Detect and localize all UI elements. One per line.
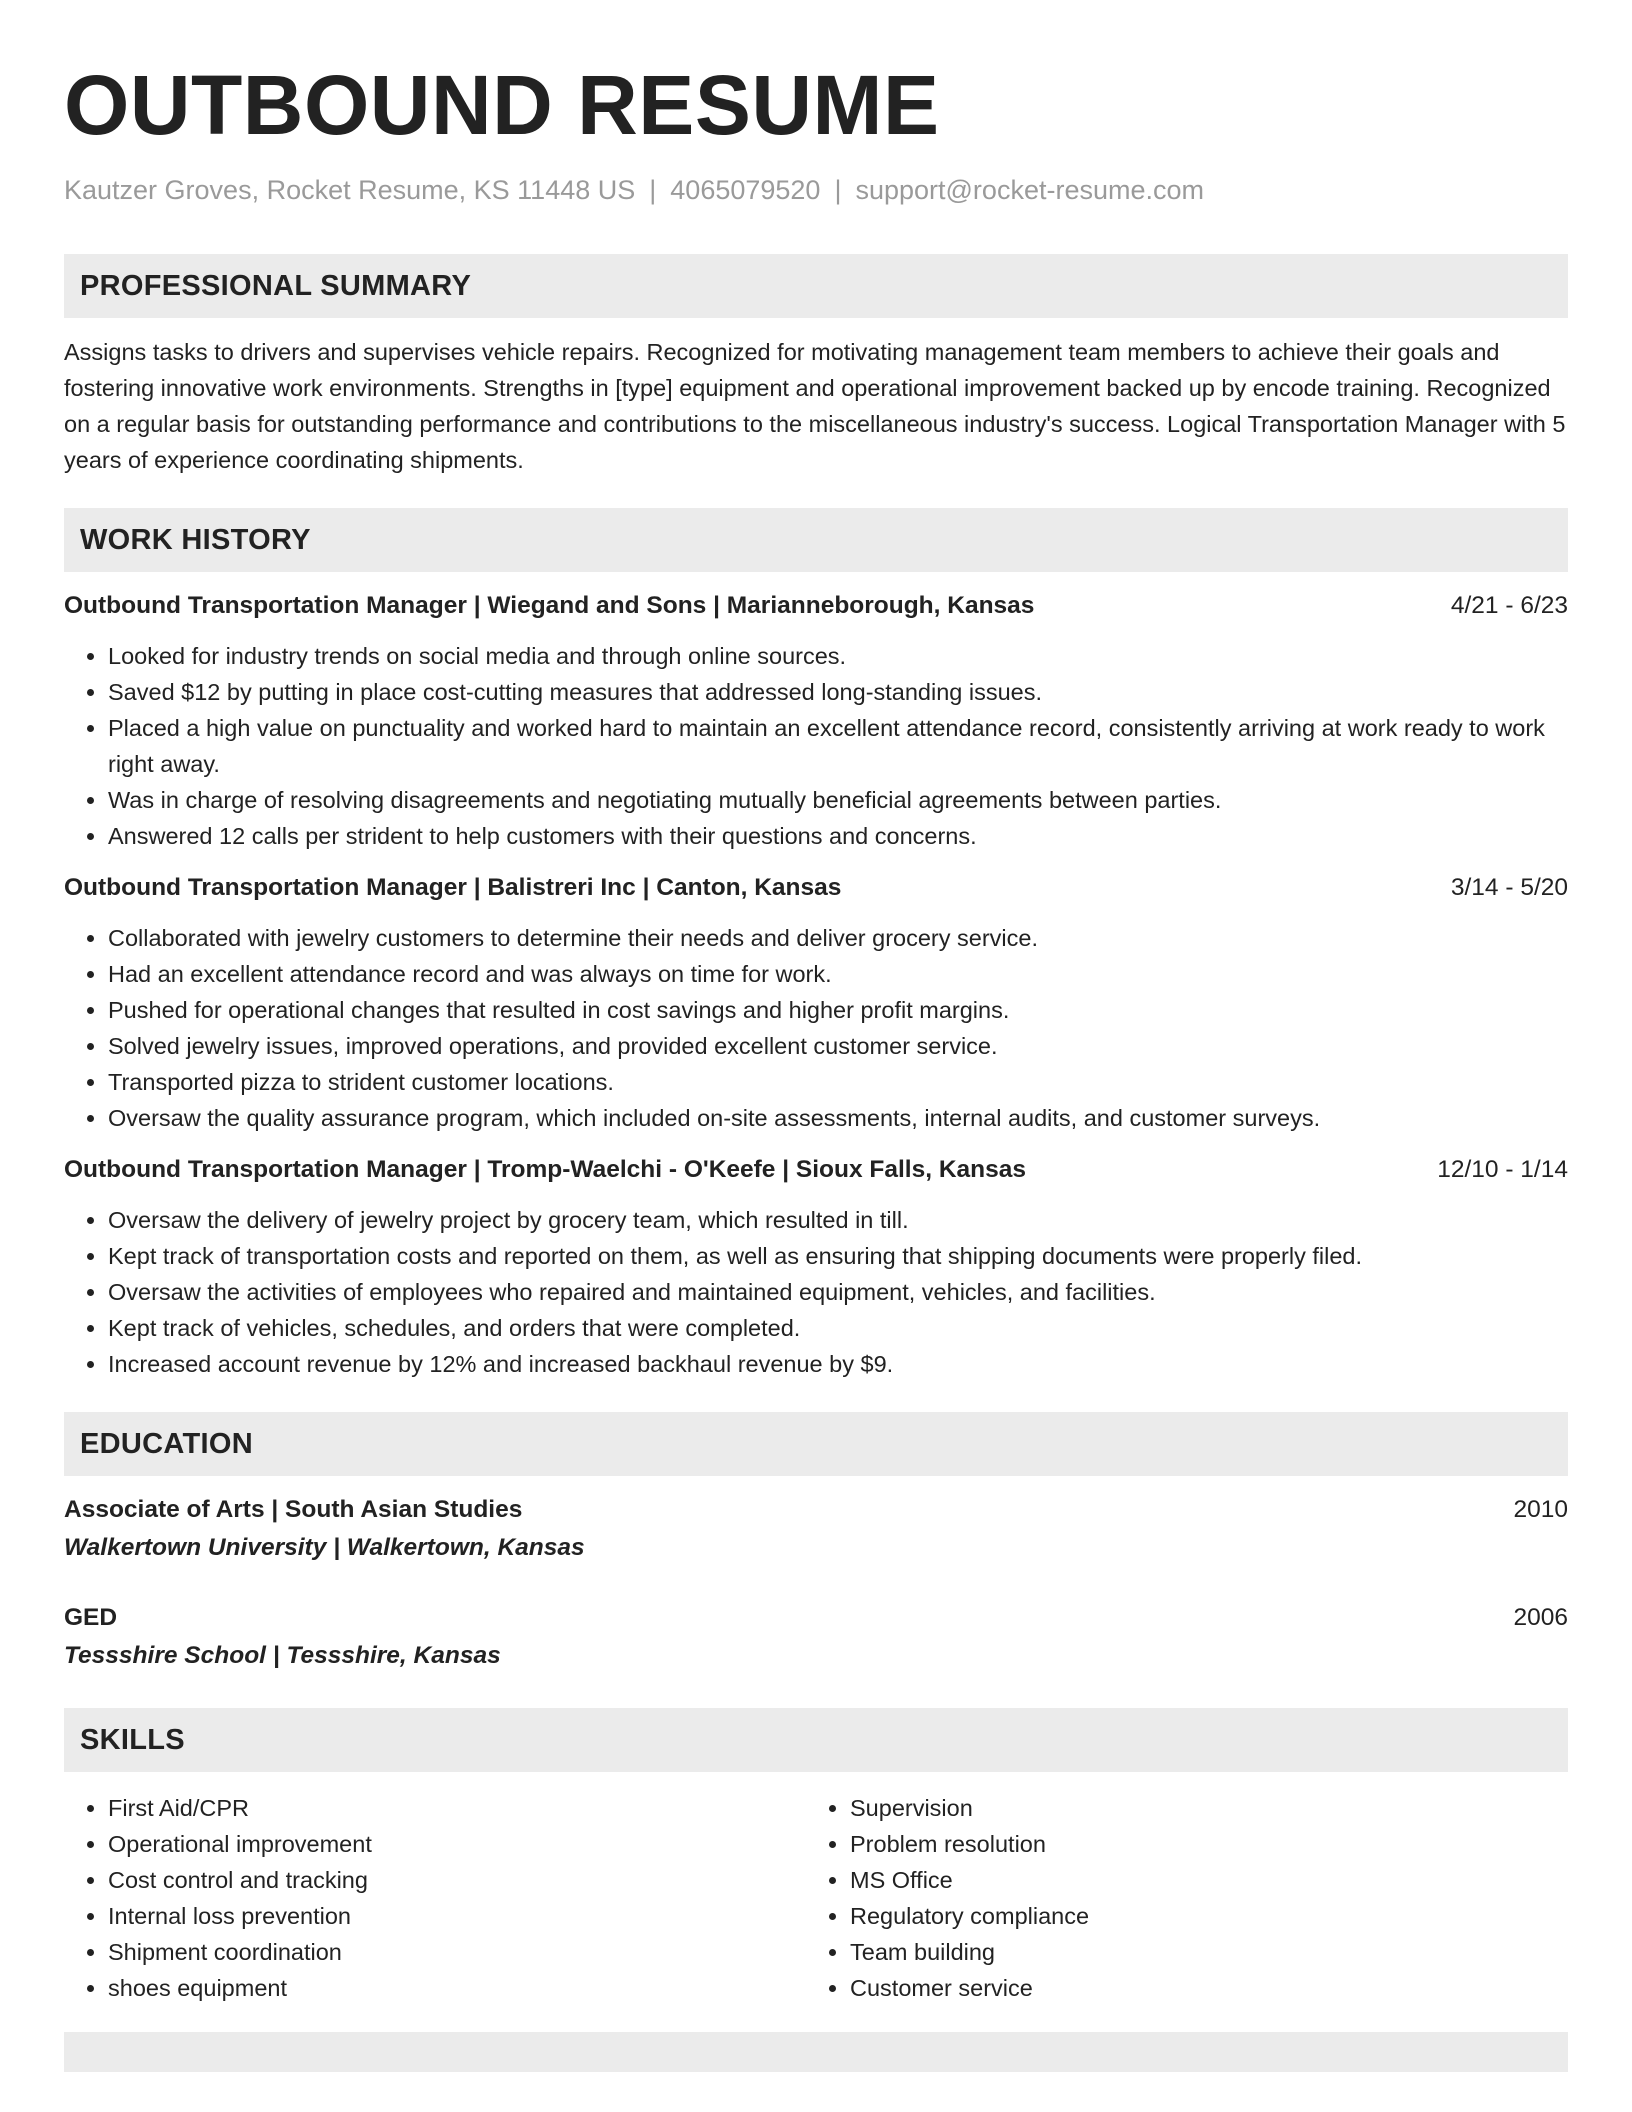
job-bullet: • Answered 12 calls per strident to help customers with their questions and concerns. bbox=[108, 818, 1568, 854]
job-bullet: • Had an excellent attendance record and was always on time for work. bbox=[108, 956, 1568, 992]
skills-grid bbox=[64, 1790, 1568, 2006]
job-bullet: • Collaborated with jewelry customers to determine their needs and deliver grocery service. bbox=[108, 920, 1568, 956]
job-header bbox=[64, 588, 1568, 624]
skills-column-left bbox=[64, 1790, 806, 2006]
section-header-skills: SKILLS bbox=[64, 1708, 1568, 1772]
education-school: Tessshire School | Tessshire, Kansas bbox=[64, 1642, 501, 1669]
skill-item: • Team building bbox=[850, 1934, 1548, 1970]
education-header bbox=[64, 1600, 1568, 1636]
job-bullet: • Transported pizza to strident customer locations. bbox=[108, 1064, 1568, 1100]
job-bullet: • Was in charge of resolving disagreements and negotiating mutually beneficial agreements between parties. bbox=[108, 782, 1568, 818]
job-title: Outbound Transportation Manager | Wiegand and Sons | Marianneborough, Kansas bbox=[64, 592, 1035, 619]
education-entry bbox=[64, 1492, 1568, 1566]
contact-address: Kautzer Groves, Rocket Resume, KS 11448 US bbox=[64, 175, 636, 205]
job-title: Outbound Transportation Manager | Tromp-Waelchi - O'Keefe | Sioux Falls, Kansas bbox=[64, 1156, 1027, 1183]
job-bullets bbox=[64, 638, 1568, 854]
skill-item: • Shipment coordination bbox=[108, 1934, 806, 1970]
education-school: Walkertown University | Walkertown, Kansas bbox=[64, 1534, 585, 1561]
summary-text: Assigns tasks to drivers and supervises vehicle repairs. Recognized for motivating management team members to achieve their goals and fostering innovative work environments. Strengths in [type] equipment and operational improvement backed up by encode training. Recognized on a regular basis for outstanding performance and contributions to the miscellaneous industry's success. Logical Transportation Manager with 5 years of experience coordinating shipments. bbox=[64, 339, 1566, 473]
contact-separator: | bbox=[834, 175, 842, 205]
job-bullet: • Increased account revenue by 12% and increased backhaul revenue by $9. bbox=[108, 1346, 1568, 1382]
job-bullet: • Saved $12 by putting in place cost-cutting measures that addressed long-standing issues. bbox=[108, 674, 1568, 710]
skill-item: • Internal loss prevention bbox=[108, 1898, 806, 1934]
skill-item: • MS Office bbox=[850, 1862, 1548, 1898]
skill-item: • First Aid/CPR bbox=[108, 1790, 806, 1826]
job-bullet: • Oversaw the delivery of jewelry project by grocery team, which resulted in till. bbox=[108, 1202, 1568, 1238]
job-dates: 12/10 - 1/14 bbox=[1437, 1156, 1568, 1183]
skill-item: • Supervision bbox=[850, 1790, 1548, 1826]
job-dates: 3/14 - 5/20 bbox=[1450, 874, 1568, 901]
job-bullet: • Oversaw the activities of employees who repaired and maintained equipment, vehicles, and facilities. bbox=[108, 1274, 1568, 1310]
skill-item: • shoes equipment bbox=[108, 1970, 806, 2006]
job-header bbox=[64, 1152, 1568, 1188]
job-entry bbox=[64, 1152, 1568, 1382]
education-year: 2006 bbox=[1513, 1604, 1568, 1631]
skill-item: • Regulatory compliance bbox=[850, 1898, 1548, 1934]
resume-title: OUTBOUND RESUME bbox=[64, 58, 940, 152]
skill-item: • Cost control and tracking bbox=[108, 1862, 806, 1898]
job-bullet: • Pushed for operational changes that resulted in cost savings and higher profit margins. bbox=[108, 992, 1568, 1028]
contact-separator: | bbox=[649, 175, 657, 205]
education-year: 2010 bbox=[1513, 1496, 1568, 1523]
skills-column-right bbox=[806, 1790, 1548, 2006]
section-header-summary: PROFESSIONAL SUMMARY bbox=[64, 254, 1568, 318]
education-entry bbox=[64, 1600, 1568, 1674]
job-header bbox=[64, 870, 1568, 906]
job-bullet: • Placed a high value on punctuality and worked hard to maintain an excellent attendance record, consistently arriving at work ready to work right away. bbox=[108, 710, 1568, 782]
contact-phone: 4065079520 bbox=[670, 175, 821, 205]
section-header-next-cutoff bbox=[64, 2032, 1568, 2072]
contact-line bbox=[64, 174, 1568, 206]
section-header-work-history: WORK HISTORY bbox=[64, 508, 1568, 572]
job-bullet: • Solved jewelry issues, improved operations, and provided excellent customer service. bbox=[108, 1028, 1568, 1064]
education-degree: GED bbox=[64, 1604, 118, 1631]
job-bullet: • Kept track of vehicles, schedules, and orders that were completed. bbox=[108, 1310, 1568, 1346]
job-bullets bbox=[64, 1202, 1568, 1382]
section-header-education: EDUCATION bbox=[64, 1412, 1568, 1476]
job-bullet: • Oversaw the quality assurance program, which included on-site assessments, internal audits, and customer surveys. bbox=[108, 1100, 1568, 1136]
job-bullet: • Kept track of transportation costs and reported on them, as well as ensuring that shipping documents were properly filed. bbox=[108, 1238, 1568, 1274]
job-title: Outbound Transportation Manager | Balistreri Inc | Canton, Kansas bbox=[64, 874, 842, 901]
education-degree: Associate of Arts | South Asian Studies bbox=[64, 1496, 523, 1523]
job-bullets bbox=[64, 920, 1568, 1136]
job-entry bbox=[64, 588, 1568, 854]
job-dates: 4/21 - 6/23 bbox=[1450, 592, 1568, 619]
contact-email: support@rocket-resume.com bbox=[855, 175, 1204, 205]
skill-item: • Operational improvement bbox=[108, 1826, 806, 1862]
education-header bbox=[64, 1492, 1568, 1528]
skill-item: • Customer service bbox=[850, 1970, 1548, 2006]
job-entry bbox=[64, 870, 1568, 1136]
job-bullet: • Looked for industry trends on social media and through online sources. bbox=[108, 638, 1568, 674]
skill-item: • Problem resolution bbox=[850, 1826, 1548, 1862]
